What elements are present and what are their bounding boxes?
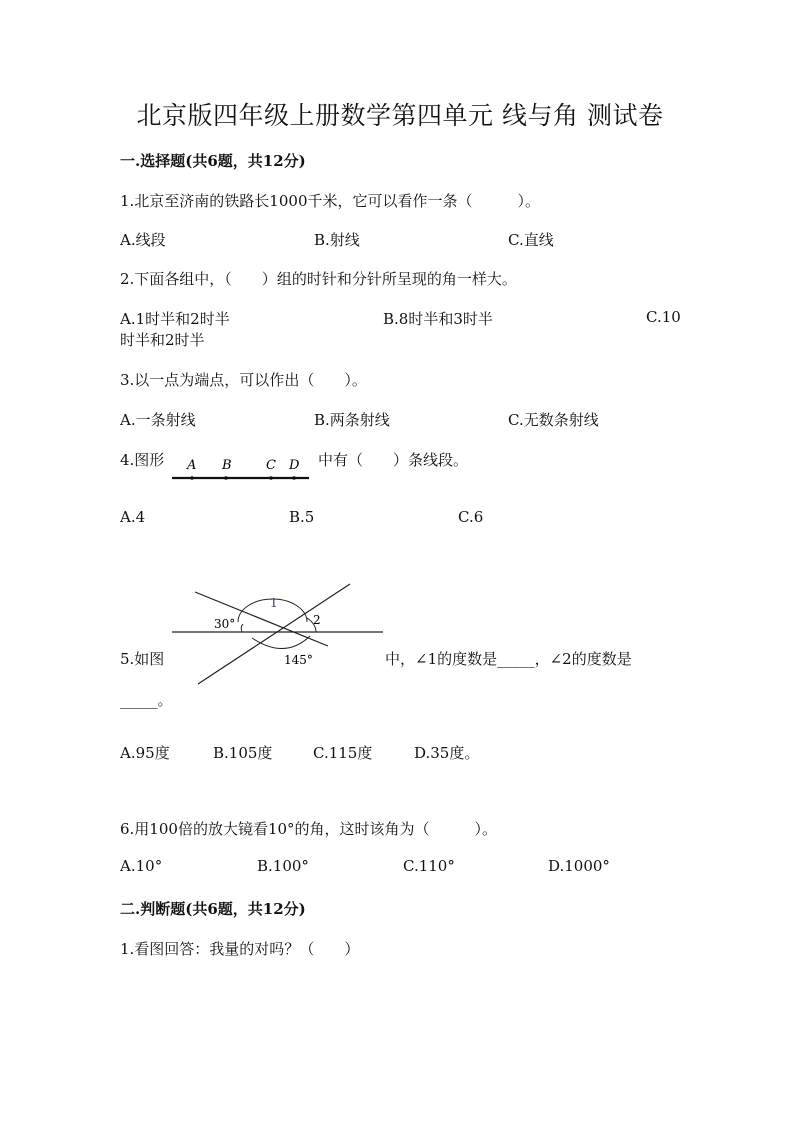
angle-1-label: 1	[270, 596, 278, 610]
angle-145-label: 145°	[284, 653, 313, 667]
question-4-prefix: 4.图形	[120, 451, 165, 469]
q5-option-d: D.35度。	[414, 744, 480, 762]
angle-30-label: 30°	[214, 617, 236, 631]
q5-option-b: B.105度	[213, 744, 273, 762]
q4-option-b: B.5	[289, 508, 315, 526]
q6-option-d: D.1000°	[548, 857, 610, 875]
q2-option-c: C.10	[646, 308, 681, 326]
angle-30-arc	[241, 624, 243, 632]
section-heading-choice: 一.选择题(共6题，共12分)	[120, 152, 306, 170]
page-title: 北京版四年级上册数学第四单元 线与角 测试卷	[136, 101, 664, 130]
point-d	[292, 476, 296, 480]
q4-option-c: C.6	[458, 508, 484, 526]
q6-option-c: C.110°	[403, 857, 455, 875]
point-label-d: D	[289, 458, 300, 473]
question-6-text: 6.用100倍的放大镜看10°的角，这时该角为（ ）。	[120, 820, 498, 838]
point-c	[269, 476, 273, 480]
judgement-question-1-text: 1.看图回答：我量的对吗？（ ）	[120, 940, 360, 958]
q5-option-c: C.115度	[313, 744, 373, 762]
point-label-c: C	[266, 458, 276, 473]
question-1-text: 1.北京至济南的铁路长1000千米，它可以看作一条（ ）。	[120, 192, 540, 210]
question-5-suffix: 中，∠1的度数是_____，∠2的度数是	[385, 650, 632, 668]
q3-option-b: B.两条射线	[314, 411, 390, 429]
question-5-blank-line: _____。	[120, 691, 173, 709]
q2-option-b: B.8时半和3时半	[383, 310, 493, 328]
q1-option-b: B.射线	[314, 231, 360, 249]
question-2-text: 2.下面各组中，（ ）组的时针和分针所呈现的角一样大。	[120, 270, 517, 288]
section-heading-judgement: 二.判断题(共6题，共12分)	[120, 900, 306, 918]
q4-option-a: A.4	[120, 508, 146, 526]
point-label-a: A	[187, 458, 197, 473]
q1-option-a: A.线段	[120, 231, 166, 249]
q2-option-c-continued: 时半和2时半	[120, 331, 205, 349]
question-5-prefix: 5.如图	[120, 650, 165, 668]
q3-option-a: A.一条射线	[120, 411, 196, 429]
question-4-suffix: 中有（ ）条线段。	[318, 451, 469, 469]
point-label-b: B	[222, 458, 232, 473]
point-a	[190, 476, 194, 480]
q3-option-c: C.无数条射线	[508, 411, 599, 429]
q5-option-a: A.95度	[120, 744, 170, 762]
angle-figure	[170, 580, 385, 688]
q1-option-c: C.直线	[508, 231, 554, 249]
angle-2-label: 2	[313, 613, 321, 627]
segment-figure	[168, 452, 313, 488]
q6-option-b: B.100°	[257, 857, 309, 875]
point-b	[224, 476, 228, 480]
question-3-text: 3.以一点为端点，可以作出（ ）。	[120, 371, 367, 389]
q6-option-a: A.10°	[120, 857, 163, 875]
q2-option-a: A.1时半和2时半	[120, 310, 230, 328]
